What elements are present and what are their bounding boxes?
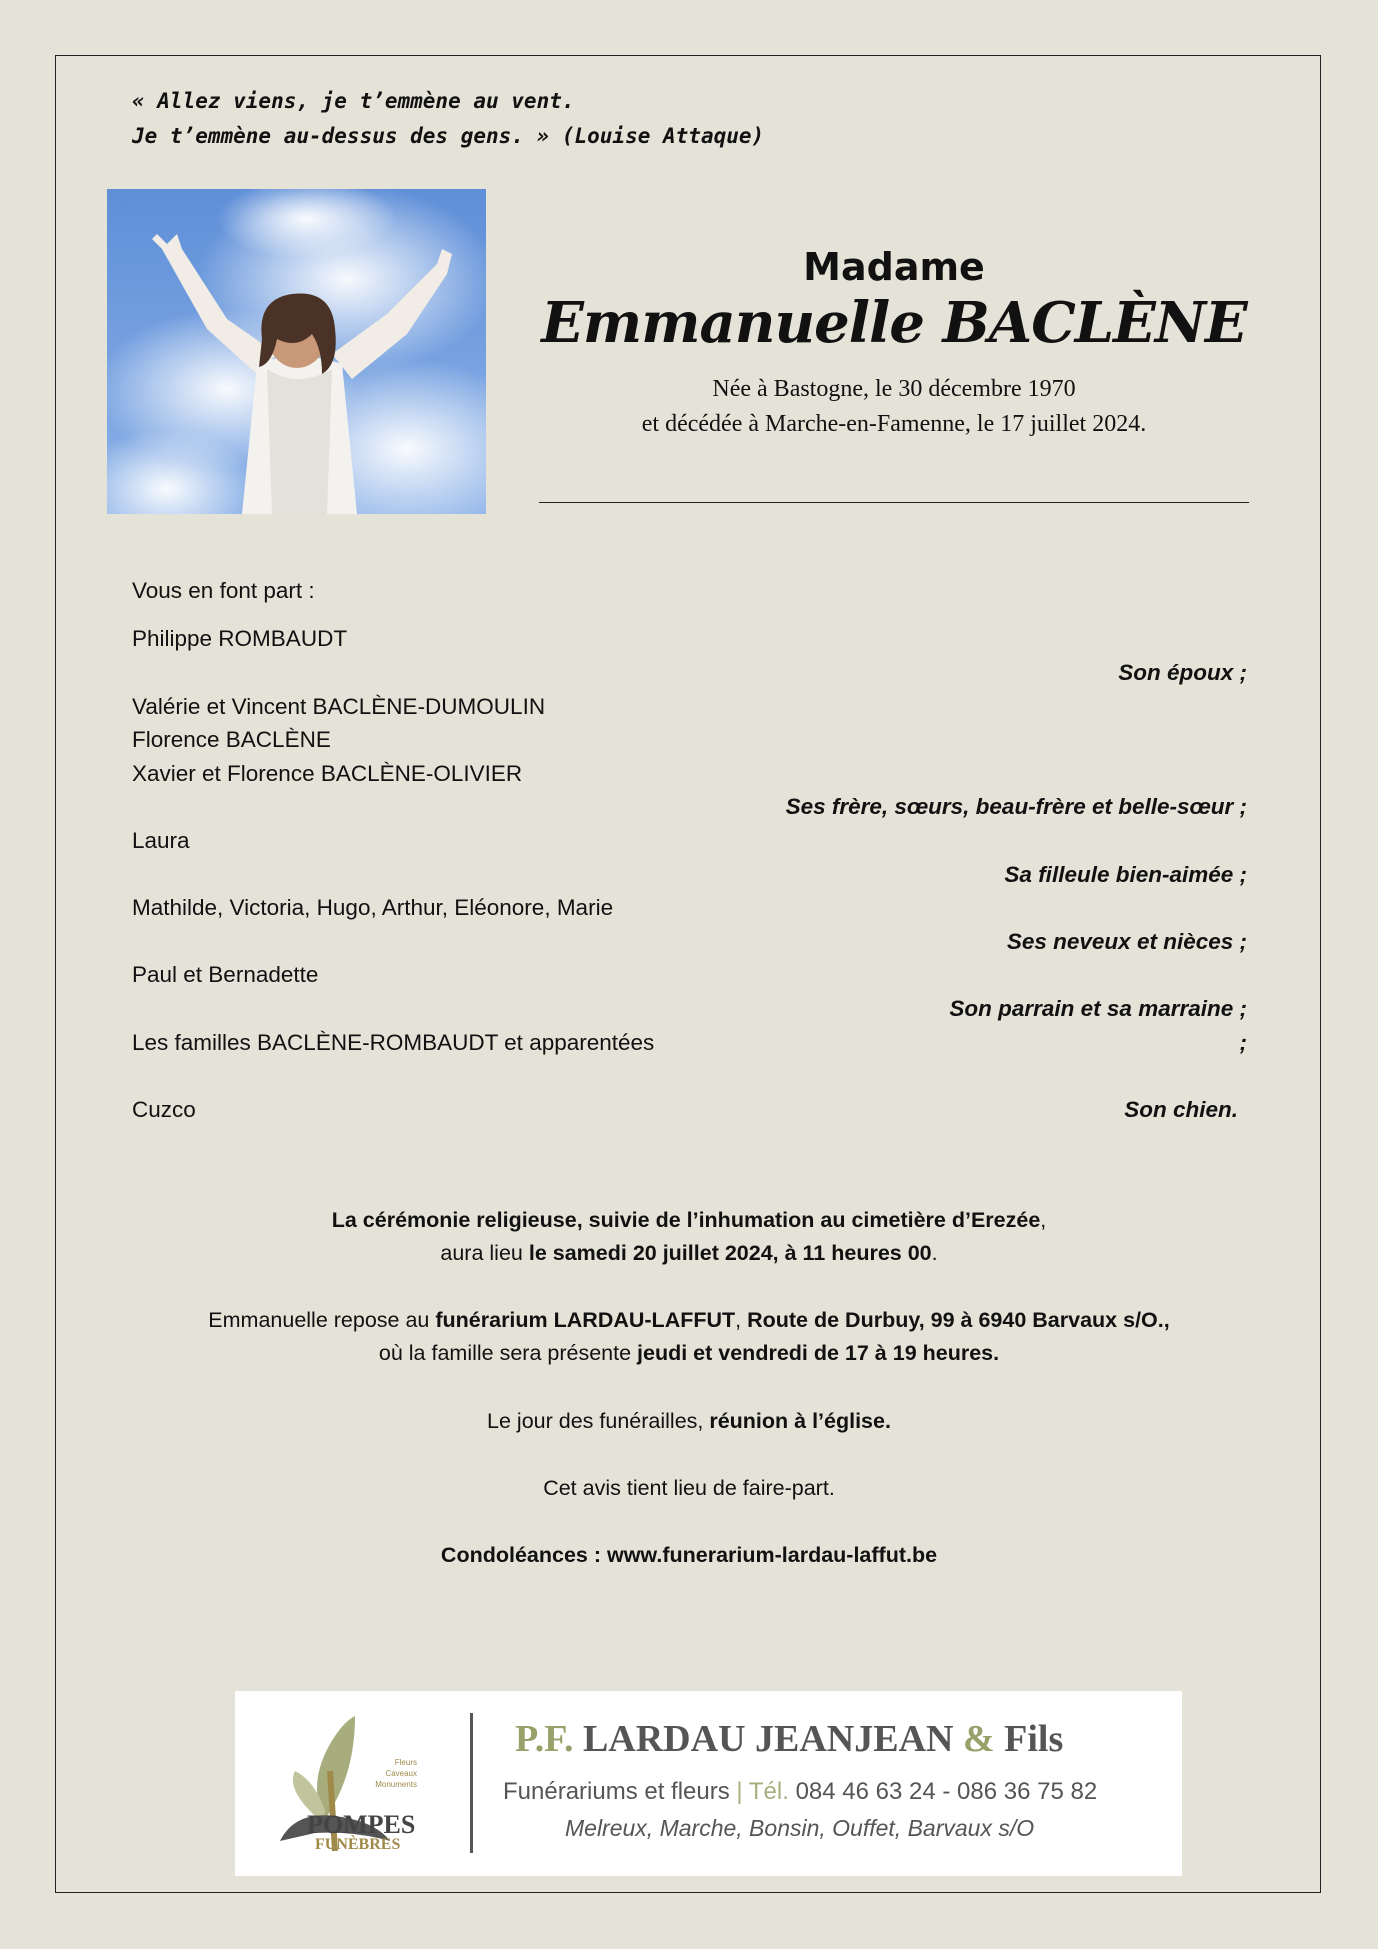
company-line-2 [503,1775,1097,1809]
funeral-day-pre: Le jour des funérailles, [487,1409,710,1433]
deceased-header [539,240,1249,442]
quote-line-1: « Allez viens, je t’emmène au vent. [132,89,575,113]
logo-word-funebres: FUNÈBRES [315,1836,401,1853]
family-relation: Son époux ; [1118,660,1247,685]
rest-pre: Emmanuelle repose au [208,1308,436,1332]
rest-line-2 [56,1337,1322,1370]
company-tel-label: | Tél. [736,1778,789,1805]
family-name: Laura [132,828,190,853]
family-intro: Vous en font part : [132,578,315,603]
family-name: Les familles BACLÈNE-ROMBAUDT et apparentées [132,1030,655,1055]
family-name: Xavier et Florence BACLÈNE-OLIVIER [132,761,523,786]
family-name: Valérie et Vincent BACLÈNE-DUMOULIN [132,694,546,719]
life-dates [539,372,1249,442]
company-activity: Funérariums et fleurs [503,1778,730,1805]
birth-line: Née à Bastogne, le 30 décembre 1970 [712,376,1076,402]
company-fils: Fils [1004,1718,1064,1760]
visit-pre: où la famille sera présente [378,1341,638,1365]
rest-line-1 [56,1304,1322,1337]
funerarium-name: funérarium LARDAU-LAFFUT [435,1308,736,1332]
logo-tag-2: Caveaux [385,1769,417,1778]
ceremony-pre: aura lieu [440,1241,529,1265]
company-pf: P.F. [515,1718,574,1760]
ceremony-line-1 [56,1204,1322,1237]
ceremony-date: le samedi 20 juillet 2024, à 11 heures 00 [528,1241,932,1265]
rest-sep: , [735,1308,748,1332]
family-name: Paul et Bernadette [132,962,319,987]
logo-tag-1: Fleurs [394,1758,417,1767]
company-name [515,1717,1063,1761]
ceremony-line-2 [56,1237,1322,1270]
condolences-link[interactable]: Condoléances : www.funerarium-lardau-laffut.be [440,1543,938,1567]
company-main: LARDAU JEANJEAN [582,1718,954,1760]
funeral-day-meeting: réunion à l’église. [709,1409,891,1433]
family-name: Florence BACLÈNE [132,727,331,752]
family-relation: Son parrain et sa marraine ; [949,996,1247,1021]
family-name: Cuzco [132,1097,196,1122]
ceremony-period: . [931,1241,938,1265]
ceremony-info [56,1204,1322,1270]
civility: Madame [803,245,985,289]
header-divider [539,502,1249,503]
family-relation: Sa filleule bien-aimée ; [1004,862,1247,887]
company-phones[interactable]: 084 46 63 24 - 086 36 75 82 [795,1778,1098,1805]
family-relation: ; [1239,1030,1247,1055]
ceremony-comma: , [1040,1208,1047,1232]
logo-tagline [375,1757,417,1790]
family-relation: Ses frère, sœurs, beau-frère et belle-sœur ; [785,794,1247,819]
deceased-name: Emmanuelle BACLÈNE [541,290,1247,356]
death-line: et décédée à Marche-en-Famenne, le 17 juillet 2024. [641,411,1147,437]
company-locations: Melreux, Marche, Bonsin, Ouffet, Barvaux s/O [565,1815,1035,1841]
company-amp: & [962,1718,995,1760]
quote-line-2: Je t’emmène au-dessus des gens. » (Louise Attaque) [132,124,765,148]
visit-hours: jeudi et vendredi de 17 à 19 heures. [637,1341,1000,1365]
family-name: Mathilde, Victoria, Hugo, Arthur, Eléonore, Marie [132,895,614,920]
family-name: Philippe ROMBAUDT [132,626,348,651]
funerarium-address: Route de Durbuy, 99 à 6940 Barvaux s/O., [747,1308,1170,1332]
logo-word-pompes: POMPES [307,1810,416,1839]
funeral-home-banner [235,1691,1182,1876]
rest-info [56,1304,1322,1370]
epigraph-quote [132,84,764,154]
funeral-day-info [56,1405,1322,1438]
portrait-photo [107,189,486,514]
ceremony-place: La cérémonie religieuse, suivie de l’inhumation au cimetière d’Erezée [331,1208,1041,1232]
logo-divider [470,1713,473,1853]
family-relation: Son chien. [1124,1097,1238,1122]
family-relation: Ses neveux et nièces ; [1006,929,1247,954]
notice-text: Cet avis tient lieu de faire-part. [543,1476,835,1500]
logo-tag-3: Monuments [375,1780,417,1789]
